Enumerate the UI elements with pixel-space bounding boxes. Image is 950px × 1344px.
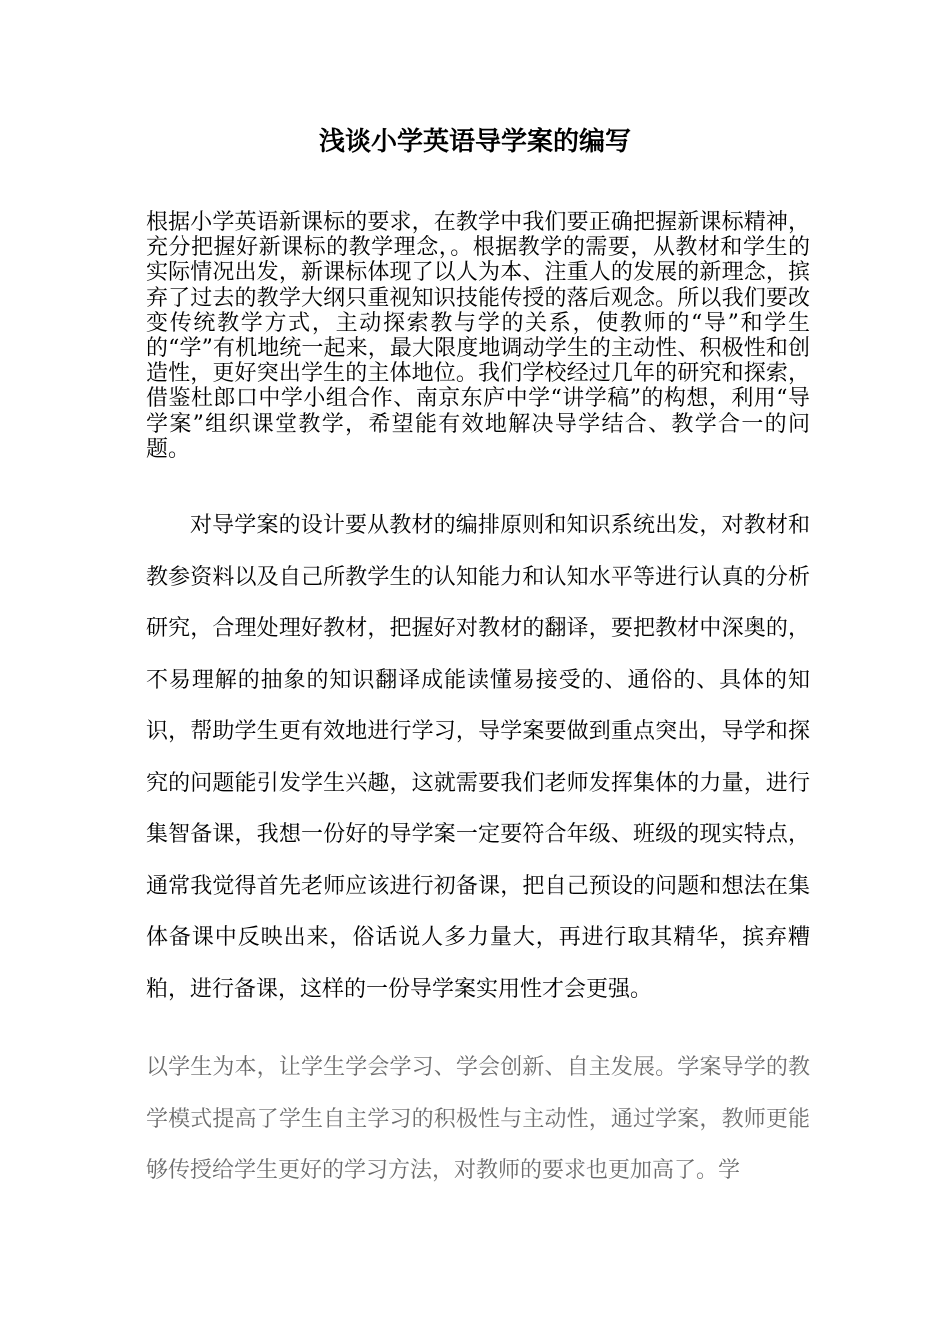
paragraph-student-centered: 以学生为本，让学生学会学习、学会创新、自主发展。学案导学的教学模式提高了学生自主学习的积极性与主动性，通过学案，教师更能够传授给学生更好的学习方法，对教师的要求也更加高了。学: [146, 1055, 810, 1183]
document-title: 浅谈小学英语导学案的编写: [318, 127, 631, 157]
paragraph-design: 对导学案的设计要从教材的编排原则和知识系统出发，对教材和教参资料以及自己所教学生的认知能力和认知水平等进行认真的分析研究，合理处理好教材，把握好对教材的翻译，要把教材中深奥的，不易理解的抽象的知识翻译成能读懂易接受的、通俗的、具体的知识，帮助学生更有效地进行学习，导学案要做到重点突出，导学和探究的问题能引发学生兴趣，这就需要我们老师发挥集体的力量，进行集智备课，我想一份好的导学案一定要符合年级、班级的现实特点，通常我觉得首先老师应该进行初备课，把自己预设的问题和想法在集体备课中反映出来，俗话说人多力量大，再进行取其精华，摈弃糟粕，进行备课，这样的一份导学案实用性才会更强。: [146, 513, 810, 1002]
paragraph-intro: 根据小学英语新课标的要求，在教学中我们要正确把握新课标精神，充分把握好新课标的教学理念，。根据教学的需要，从教材和学生的实际情况出发，新课标体现了以人为本、注重人的发展的新理念，摈弃了过去的教学大纲只重视知识技能传授的落后观念。所以我们要改变传统教学方式，主动探索教与学的关系，使教师的“导”和学生的“学”有机地统一起来，最大限度地调动学生的主动性、积极性和创造性，更好突出学生的主体地位。我们学校经过几年的研究和探索，借鉴杜郎口中学小组合作、南京东庐中学“讲学稿”的构想，利用“导学案”组织课堂教学，希望能有效地解决导学结合、教学合一的问题。: [146, 210, 810, 462]
